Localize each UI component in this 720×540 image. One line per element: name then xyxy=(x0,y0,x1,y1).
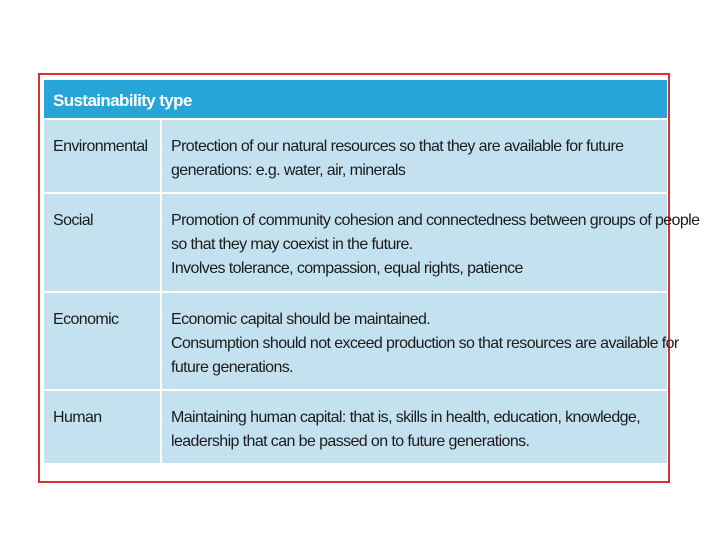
description-line: Involves tolerance, compassion, equal rights, patience xyxy=(171,260,523,277)
table-row-social xyxy=(44,194,700,293)
table-header xyxy=(44,80,667,120)
table-header-label: Sustainability type xyxy=(53,91,192,110)
row-description xyxy=(171,209,700,281)
description-line: Economic capital should be maintained. xyxy=(171,311,431,328)
description-line: Promotion of community cohesion and connectedness between groups of people xyxy=(171,212,700,229)
description-line: generations: e.g. water, air, minerals xyxy=(171,162,406,179)
description-line: leadership that can be passed on to future generations. xyxy=(171,433,530,450)
column-divider xyxy=(160,120,162,192)
description-line: so that they may coexist in the future. xyxy=(171,236,413,253)
description-line: future generations. xyxy=(171,359,294,376)
sustainability-table xyxy=(44,80,700,463)
table-row-economic xyxy=(44,293,679,391)
row-description xyxy=(171,406,661,454)
table-row-environmental xyxy=(44,120,667,194)
row-type-label: Environmental xyxy=(53,138,148,155)
row-type-label: Human xyxy=(53,409,102,426)
column-divider xyxy=(160,194,162,291)
row-description xyxy=(171,135,661,183)
column-divider xyxy=(160,391,162,463)
row-description xyxy=(171,308,679,380)
table-row-human xyxy=(44,391,667,463)
row-type-label: Economic xyxy=(53,311,119,328)
description-line: Maintaining human capital: that is, skills in health, education, knowledge, xyxy=(171,409,641,426)
column-divider xyxy=(160,293,162,389)
description-line: Protection of our natural resources so that they are available for future xyxy=(171,138,624,155)
row-type-label: Social xyxy=(53,212,93,229)
description-line: Consumption should not exceed production so that resources are available for xyxy=(171,335,679,352)
